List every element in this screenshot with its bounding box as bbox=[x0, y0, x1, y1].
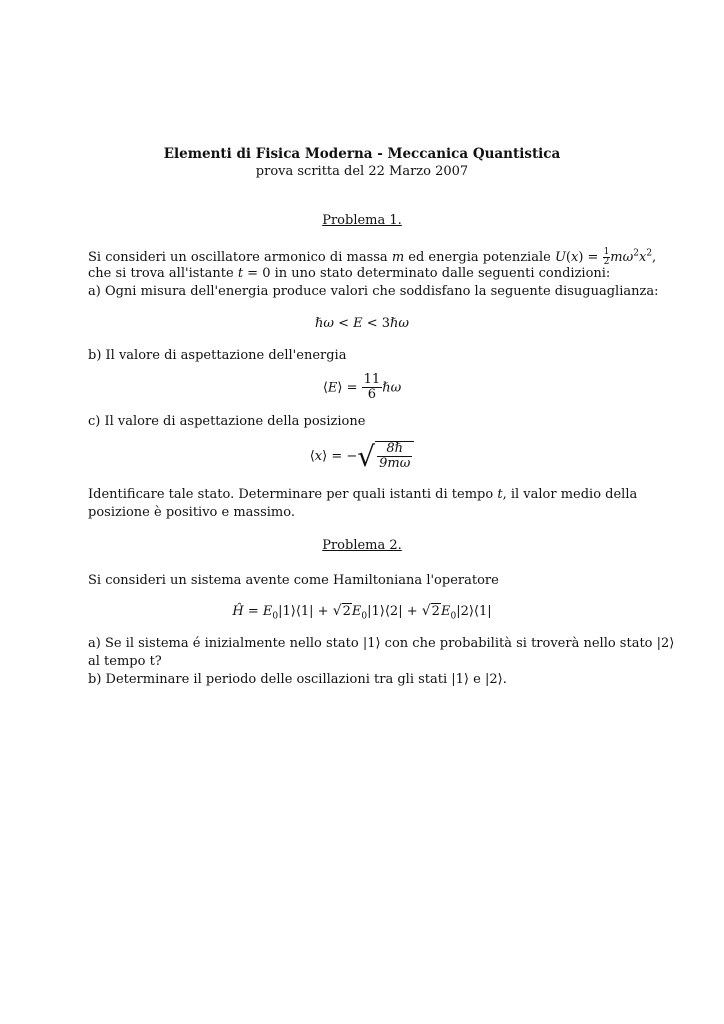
problem1-heading: Problema 1. bbox=[322, 213, 402, 228]
hamiltonian-equation: Ĥ = $E_0|1⟩⟨1|$ + $√2E_0|1⟩⟨2|$ + $√2E_0|2⟩⟨1|$ bbox=[232, 603, 492, 622]
problem2-question-a-line2: al tempo t? bbox=[88, 654, 162, 669]
energy-inequality: ℏω < E < 3ℏω bbox=[314, 316, 410, 331]
problem1-condition-a: a) Ogni misura dell'energia produce valori che soddisfano la seguente disuguaglianza: bbox=[88, 284, 659, 299]
problem2-question-a-line1: a) Se il sistema é inizialmente nello stato |1⟩ con che probabilità si troverà nello stato |2⟩ bbox=[88, 636, 675, 651]
position-expectation-equation: ⟨x⟩ = −√ $\frac{\text{8ℏ}}{9m\omega}$ bbox=[0, 440, 724, 473]
problem1-condition-b: b) Il valore di aspettazione dell'energia bbox=[88, 348, 347, 363]
problem1-intro-line2: che si trova all'istante t = 0 in uno stato determinato dalle seguenti condizioni: bbox=[88, 266, 611, 281]
document-subtitle: prova scritta del 22 Marzo 2007 bbox=[255, 164, 469, 179]
problem2-intro: Si consideri un sistema avente come Hamiltoniana l'operatore bbox=[88, 573, 499, 588]
problem2-heading: Problema 2. bbox=[322, 538, 402, 553]
problem2-question-b: b) Determinare il periodo delle oscillazioni tra gli stati |1⟩ e |2⟩. bbox=[88, 672, 507, 687]
document-title: Elementi di Fisica Moderna - Meccanica Quantistica bbox=[163, 146, 561, 162]
problem1-task-line2: posizione è positivo e massimo. bbox=[88, 505, 295, 520]
energy-expectation-equation: ⟨E⟩ = $\frac{11}{6}$ ℏω bbox=[322, 372, 402, 403]
problem1-condition-c: c) Il valore di aspettazione della posizione bbox=[88, 414, 366, 429]
problem1-task-line1: Identificare tale stato. Determinare per quali istanti di tempo t, il valor medio della bbox=[88, 487, 638, 502]
problem1-intro-line1: Si consideri un oscillatore armonico di massa m ed energia potenziale U(x) = $\frac{1}{2}$ $m\omega^2x^2$, bbox=[88, 247, 657, 267]
